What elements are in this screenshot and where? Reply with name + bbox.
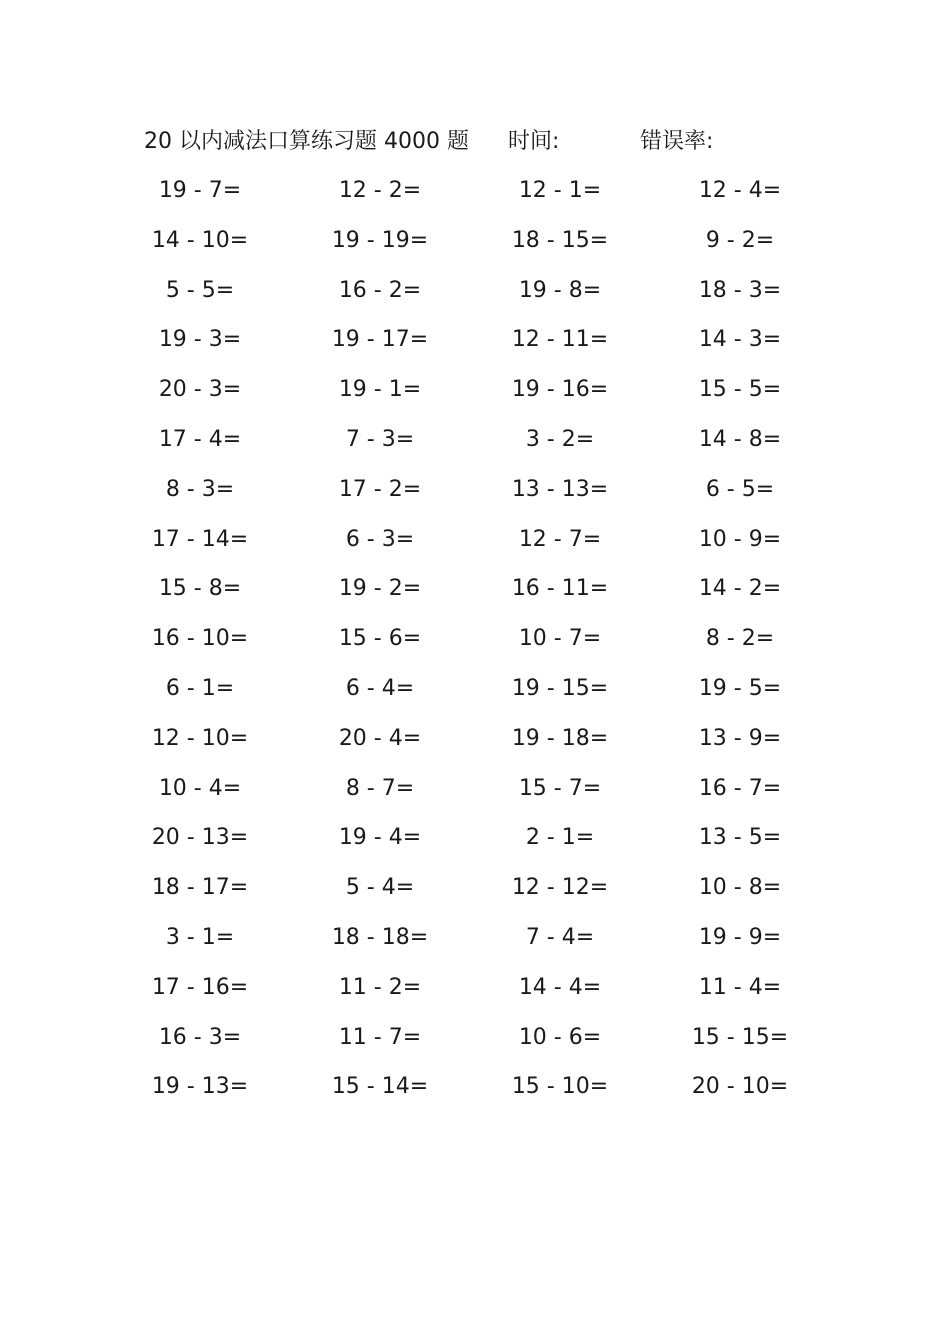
problem-item: 7 - 4=	[525, 924, 595, 950]
problem-item: 14 - 3=	[698, 327, 782, 353]
problem-item: 11 - 4=	[698, 974, 782, 1000]
problem-row	[130, 521, 810, 571]
problem-item: 8 - 7=	[345, 775, 415, 801]
problem-item: 16 - 11=	[511, 576, 609, 602]
time-label: 时间:	[508, 129, 560, 154]
worksheet-title: 20 以内减法口算练习题 4000 题	[144, 129, 469, 154]
problem-item: 5 - 5=	[165, 277, 235, 303]
problem-item: 16 - 10=	[151, 626, 249, 652]
problem-row	[130, 869, 810, 919]
problem-row	[130, 172, 810, 222]
error-rate-label: 错误率:	[640, 129, 714, 154]
problem-item: 17 - 14=	[151, 526, 249, 552]
problem-item: 12 - 1=	[518, 178, 602, 203]
problem-item: 11 - 2=	[338, 974, 422, 1000]
problem-item: 15 - 5=	[698, 377, 782, 403]
problem-row	[130, 969, 810, 1019]
problem-row	[130, 570, 810, 620]
problem-row	[130, 1019, 810, 1069]
problem-item: 15 - 7=	[518, 775, 602, 801]
problem-item: 18 - 18=	[331, 924, 429, 950]
problem-item: 14 - 10=	[151, 227, 249, 253]
problem-item: 6 - 3=	[345, 526, 415, 552]
problem-item: 16 - 7=	[698, 775, 782, 801]
problem-item: 19 - 13=	[151, 1074, 249, 1100]
problem-item: 10 - 7=	[518, 626, 602, 652]
problem-item: 12 - 4=	[698, 178, 782, 203]
problem-item: 8 - 3=	[165, 476, 235, 502]
problem-item: 13 - 5=	[698, 825, 782, 851]
problem-item: 19 - 1=	[338, 377, 422, 403]
problem-item: 15 - 15=	[691, 1024, 789, 1050]
problem-item: 19 - 3=	[158, 327, 242, 353]
problem-item: 6 - 4=	[345, 675, 415, 701]
problem-item: 15 - 10=	[511, 1074, 609, 1100]
problem-item: 6 - 1=	[165, 675, 235, 701]
problem-item: 16 - 3=	[158, 1024, 242, 1050]
problem-item: 19 - 16=	[511, 377, 609, 403]
problem-item: 14 - 8=	[698, 426, 782, 452]
problem-item: 19 - 17=	[331, 327, 429, 353]
problem-item: 12 - 12=	[511, 875, 609, 901]
problem-row	[130, 670, 810, 720]
problem-row	[130, 720, 810, 770]
problem-item: 20 - 10=	[691, 1074, 789, 1100]
problem-item: 17 - 16=	[151, 974, 249, 1000]
problem-item: 18 - 3=	[698, 277, 782, 303]
problem-item: 17 - 4=	[158, 426, 242, 452]
problem-item: 14 - 4=	[518, 974, 602, 1000]
problem-row	[130, 421, 810, 471]
problem-item: 17 - 2=	[338, 476, 422, 502]
problem-item: 10 - 6=	[518, 1024, 602, 1050]
problem-item: 2 - 1=	[525, 825, 595, 851]
problem-item: 5 - 4=	[345, 875, 415, 901]
problem-item: 3 - 1=	[165, 924, 235, 950]
problem-item: 7 - 3=	[345, 426, 415, 452]
problem-row	[130, 919, 810, 969]
problem-item: 19 - 19=	[331, 227, 429, 253]
problem-row	[130, 371, 810, 421]
problem-item: 6 - 5=	[705, 476, 775, 502]
problem-item: 19 - 8=	[518, 277, 602, 303]
problem-item: 15 - 14=	[331, 1074, 429, 1100]
problem-item: 19 - 9=	[698, 924, 782, 950]
problem-item: 10 - 9=	[698, 526, 782, 552]
problem-row	[130, 770, 810, 820]
problem-item: 12 - 2=	[338, 178, 422, 203]
problem-item: 15 - 8=	[158, 576, 242, 602]
problem-item: 20 - 4=	[338, 725, 422, 751]
problem-item: 10 - 4=	[158, 775, 242, 801]
problem-row	[130, 471, 810, 521]
problem-item: 20 - 3=	[158, 377, 242, 403]
problem-item: 11 - 7=	[338, 1024, 422, 1050]
problem-item: 8 - 2=	[705, 626, 775, 652]
problem-item: 12 - 11=	[511, 327, 609, 353]
problem-item: 13 - 9=	[698, 725, 782, 751]
problem-item: 9 - 2=	[705, 227, 775, 253]
problem-row	[130, 819, 810, 869]
problem-item: 19 - 4=	[338, 825, 422, 851]
problem-row	[130, 321, 810, 371]
problem-item: 16 - 2=	[338, 277, 422, 303]
problem-item: 18 - 17=	[151, 875, 249, 901]
problem-item: 10 - 8=	[698, 875, 782, 901]
problem-item: 19 - 15=	[511, 675, 609, 701]
problem-item: 3 - 2=	[525, 426, 595, 452]
problem-item: 14 - 2=	[698, 576, 782, 602]
problem-item: 18 - 15=	[511, 227, 609, 253]
problem-row	[130, 620, 810, 670]
problem-item: 20 - 13=	[151, 825, 249, 851]
problem-item: 19 - 2=	[338, 576, 422, 602]
problem-row	[130, 272, 810, 322]
problem-item: 12 - 10=	[151, 725, 249, 751]
problem-row	[130, 222, 810, 272]
problem-item: 12 - 7=	[518, 526, 602, 552]
problem-item: 19 - 5=	[698, 675, 782, 701]
worksheet-header	[144, 124, 844, 160]
problem-row	[130, 1068, 810, 1118]
problem-item: 13 - 13=	[511, 476, 609, 502]
problem-item: 15 - 6=	[338, 626, 422, 652]
problem-item: 19 - 7=	[158, 178, 242, 203]
problem-item: 19 - 18=	[511, 725, 609, 751]
problem-grid	[130, 172, 810, 1118]
